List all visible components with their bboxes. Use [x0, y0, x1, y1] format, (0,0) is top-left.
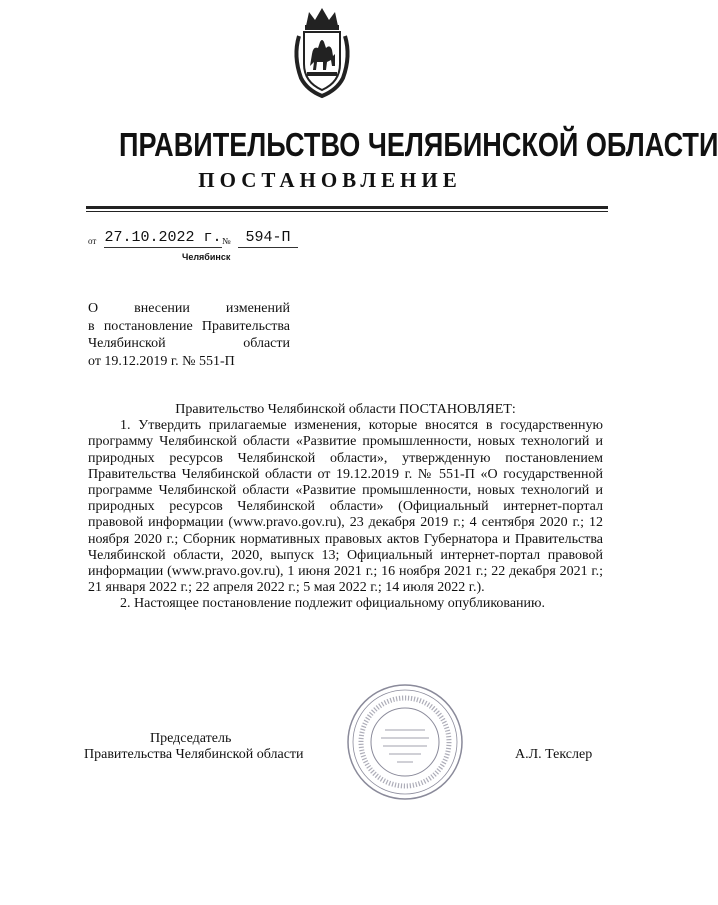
date-prefix-label: от	[88, 236, 97, 246]
clause-2: 2. Настоящее постановление подлежит официальному опубликованию.	[120, 596, 545, 612]
document-number: 594-П	[238, 229, 298, 248]
subject-line: в постановление Правительства	[88, 318, 290, 334]
government-title: ПРАВИТЕЛЬСТВО ЧЕЛЯБИНСКОЙ ОБЛАСТИ	[119, 126, 718, 163]
clause-1: 1. Утвердить прилагаемые изменения, которые вносятся в государственную программу Челябинской области «Развитие промышленности, новых технологий и природных ресурсов Челябинской области», утвержденную постановлением Правительства Челябинской области от 19.12.2019 г. № 551-П «О государственной программе Челябинской области «Развитие промышленности, новых технологий и природных ресурсов Челябинской области» (Официальный интернет-портал правовой информации (www.pravo.gov.ru), 23 декабря 2019 г.; 4 сентября 2020 г.; 12 ноября 2020 г.; Сборник нормативных правовых актов Губернатора и Правительства Челябинской области, 2020, выпуск 13; Официальный интернет-портал правовой информации (www.pravo.gov.ru), 1 июня 2021 г.; 16 ноября 2021 г.; 22 декабря 2021 г.; 21 января 2022 г.; 22 апреля 2022 г.; 5 мая 2022 г.; 14 июля 2022 г.).	[88, 418, 603, 596]
city-label: Челябинск	[182, 252, 231, 262]
document-body	[88, 402, 603, 613]
preamble: Правительство Челябинской области ПОСТАНОВЛЯЕТ:	[175, 402, 516, 417]
header-rule-thick	[86, 206, 608, 209]
document-date: 27.10.2022 г.	[104, 229, 222, 246]
subject-line: Челябинской области	[88, 336, 290, 351]
document-type-heading: ПОСТАНОВЛЕНИЕ	[198, 168, 462, 192]
signatory-name: А.Л. Текслер	[515, 747, 593, 762]
official-seal-stamp	[345, 682, 465, 802]
signatory-title: Председатель	[150, 731, 232, 746]
coat-of-arms-emblem	[293, 6, 351, 98]
number-prefix-label: №	[222, 236, 231, 246]
header-rule-thin	[86, 211, 608, 212]
subject-line: от 19.12.2019 г. № 551-П	[88, 353, 235, 369]
subject-line: О внесении изменений	[88, 301, 290, 316]
signatory-organization: Правительства Челябинской области	[84, 747, 304, 762]
